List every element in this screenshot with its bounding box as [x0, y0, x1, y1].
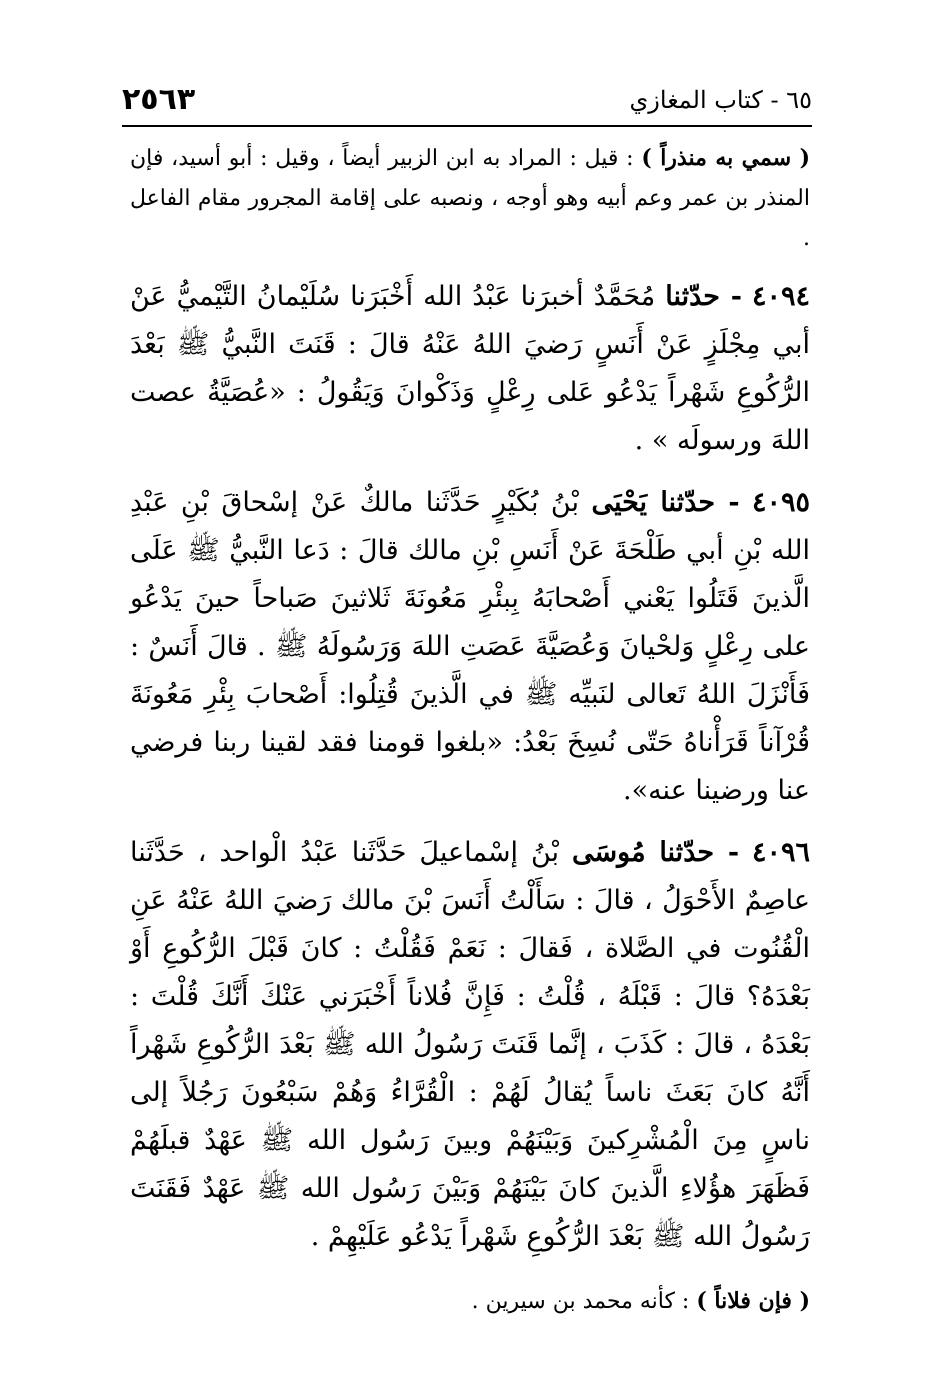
commentary-note — [130, 138, 810, 259]
page-body — [130, 138, 810, 1322]
chapter-title: ٦٥ - كتاب المغازي — [629, 86, 812, 114]
hadith-number: ٤٠٩٤ — [751, 281, 810, 312]
spacer — [130, 815, 810, 829]
hadith-opener: - حدّثنا — [659, 837, 740, 868]
hadith-text: بْنُ إسْماعيلَ حَدَّثَنا عَبْدُ الْواحد ، حَدَّثَنا عاصِمٌ الأَحْوَلُ ، قالَ : سَأَلْتُ أَنَسَ بْنَ مالك رَضيَ اللهُ عَنْهُ عَنِ الْقُنُوت في الصَّلاة ، فَقالَ : نَعَمْ فَقُلْتُ : كانَ قَبْلَ الرُّكُوعِ أَوْ بَعْدَهُ؟ قالَ : قَبْلَهُ ، قُلْتُ : فَإِنَّ فُلاناً أَخْبَرَني عَنْكَ أَنَّكَ قُلْتَ : بَعْدَهُ ، قالَ : كَذَبَ ، إنَّما قَنَتَ رَسُولُ الله ﷺ بَعْدَ الرُّكُوعِ شَهْراً أَنَّهُ كانَ بَعَثَ ناساً يُقالُ لَهُمْ : الْقُرَّاءُ وَهُمْ سَبْعُونَ رَجُلاً إلى ناسٍ مِنَ الْمُشْرِكينَ وَبَيْنَهُمْ وبينَ رَسُول الله ﷺ عَهْدٌ قبلَهُمْ فَظَهَرَ هؤُلاءِ الَّذينَ كانَ بَيْنَهُمْ وَبَيْنَ رَسُول الله ﷺ عَهْدٌ فَقَنَتَ رَسُولُ الله ﷺ بَعْدَ الرُّكُوعِ شَهْراً يَدْعُو عَلَيْهِمْ . — [130, 837, 810, 1252]
hadith-opener: - حدّثنا — [665, 281, 742, 312]
hadith-number: ٤٠٩٥ — [752, 487, 811, 518]
hadith-narrator: يَحْيَى — [591, 487, 661, 518]
note-text: : قيل : المراد به ابن الزبير أيضاً ، وقيل : أبو أسيد، فإن المنذر بن عمر وعم أبيه وهو أوجه ، ونصبه على إقامة المجرور مقام الفاعل . — [130, 146, 810, 251]
spacer — [130, 1261, 810, 1281]
page-header — [122, 78, 812, 122]
footnote — [130, 1281, 810, 1322]
spacer — [130, 259, 810, 273]
hadith-4094 — [130, 273, 810, 465]
footnote-text: : كأنه محمد بن سيرين . — [471, 1289, 697, 1314]
hadith-opener: - حدّثنا — [660, 487, 740, 518]
hadith-4095 — [130, 479, 810, 815]
note-term: ( سمي به منذراً ) — [641, 145, 810, 171]
footnote-term: ( فإن فلاناً ) — [696, 1288, 810, 1314]
hadith-narrator: مُوسَى — [572, 837, 660, 868]
header-divider — [122, 125, 812, 127]
hadith-text: بْنُ بُكَيْرٍ حَدَّثَنا مالكٌ عَنْ إسْحاقَ بْنِ عَبْدِ الله بْنِ أبي طَلْحَةَ عَنْ أَنَسِ بْنِ مالك قالَ : دَعا النَّبيُّ ﷺ عَلَى الَّذينَ قَتَلُوا يَعْني أَصْحابَهُ بِبئْرِ مَعُونَةَ ثَلاثينَ صَباحاً حينَ يَدْعُو على رِعْلٍ وَلحْيانَ وَعُصَيَّةَ عَصَتِ اللهَ وَرَسُولَهُ ﷺ . قالَ أَنَسٌ : فَأَنْزَلَ اللهُ تَعالى لنَبيِّه ﷺ في الَّذينَ قُتِلُوا: أَصْحابَ بِئْرِ مَعُونَةَ قُرْآناً قَرَأْناهُ حَتّى نُسِخَ بَعْدُ: «بلغوا قومنا فقد لقينا ربنا فرضي عنا ورضينا عنه». — [130, 487, 810, 806]
hadith-4096 — [130, 829, 810, 1261]
hadith-number: ٤٠٩٦ — [751, 837, 810, 868]
spacer — [130, 465, 810, 479]
page-number: ٢٥٦٣ — [122, 82, 196, 117]
hadith-text: مُحَمَّدٌ أخبرَنا عَبْدُ الله أَخْبَرَنا سُلَيْمانُ التَّيْميُّ عَنْ أبي مِجْلَزٍ عَنْ أَنَسٍ رَضيَ اللهُ عَنْهُ قالَ : قَنَتَ النَّبيُّ ﷺ بَعْدَ الرُّكُوعِ شَهْراً يَدْعُو عَلى رِعْلٍ وَذَكْوانَ وَيَقُولُ : «عُصَيَّةُ عصت اللهَ ورسولَه » . — [130, 281, 810, 456]
